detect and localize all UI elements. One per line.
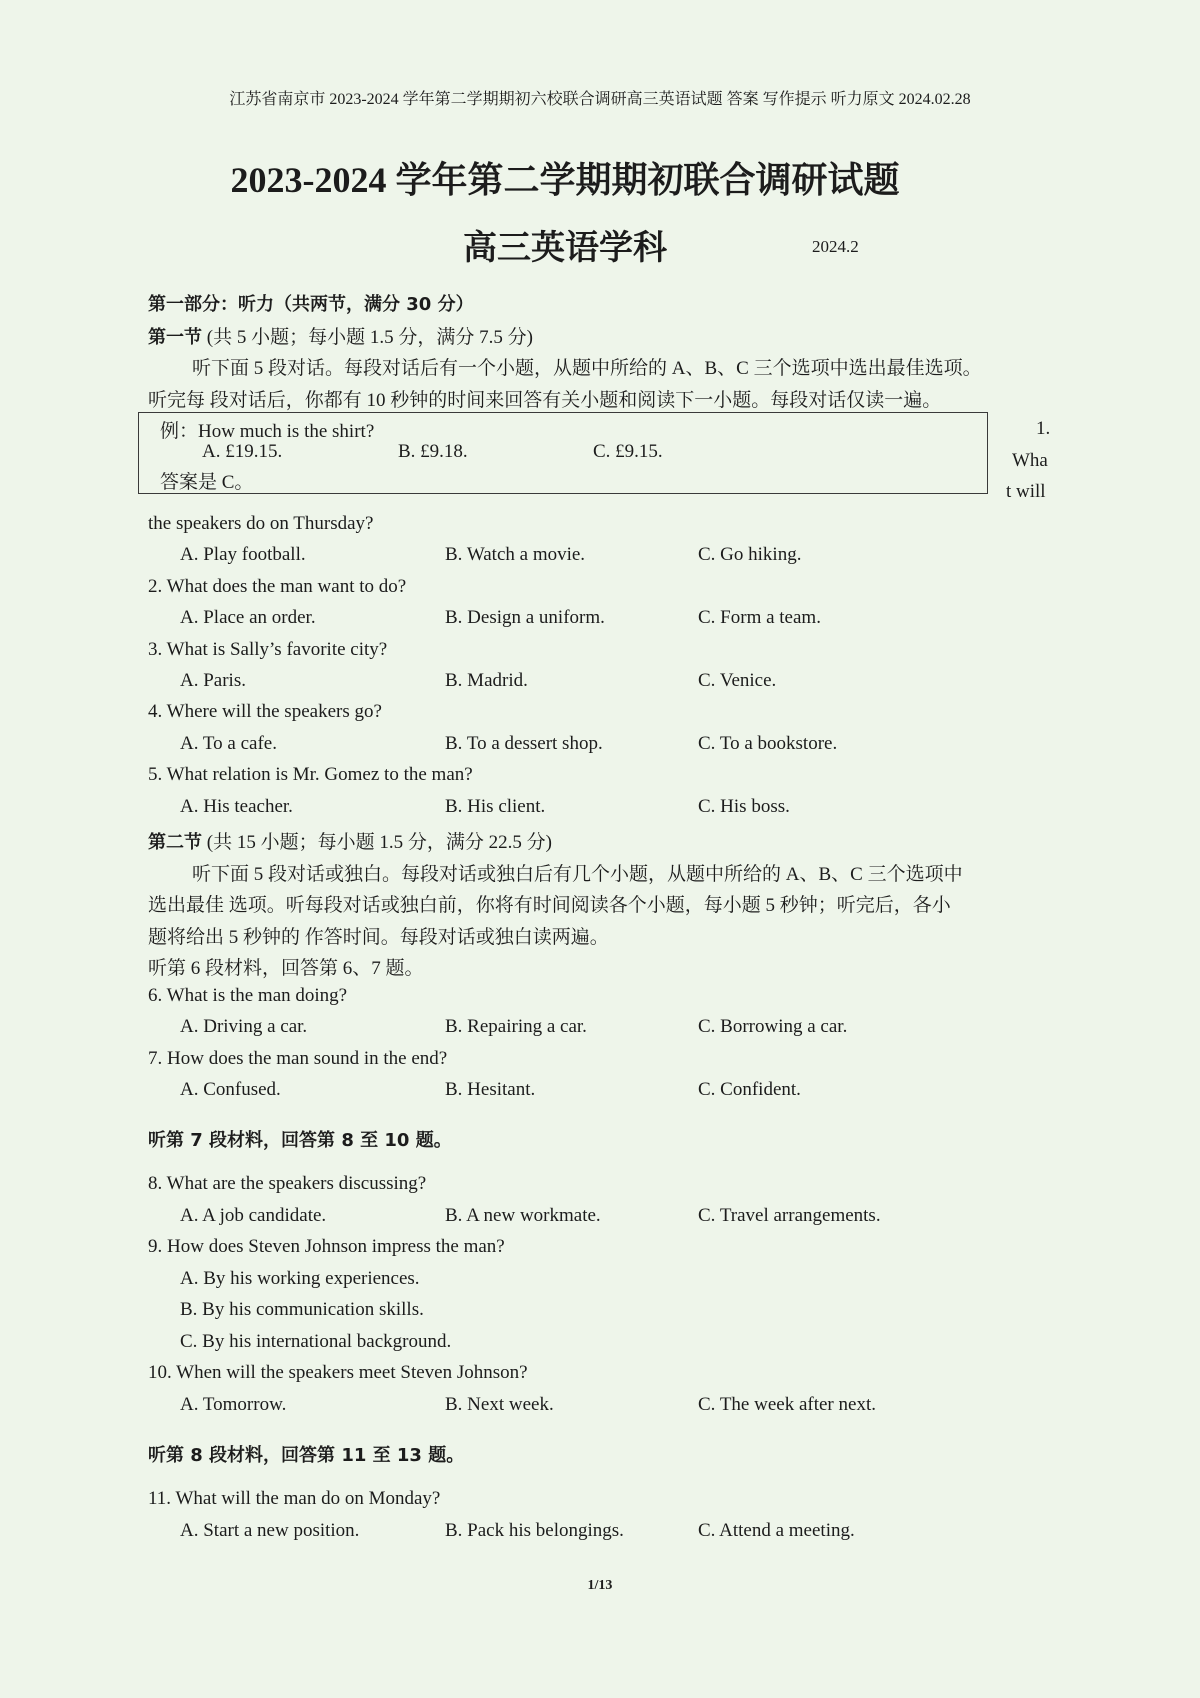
q2-option-c: C. Form a team. bbox=[698, 607, 821, 628]
q4-option-b: B. To a dessert shop. bbox=[445, 733, 603, 754]
q4-option-a: A. To a cafe. bbox=[180, 733, 277, 754]
q2-option-b: B. Design a uniform. bbox=[445, 607, 605, 628]
material6-heading: 听第 6 段材料，回答第 6、7 题。 bbox=[148, 958, 424, 979]
q7-question: 7. How does the man sound in the end? bbox=[148, 1048, 448, 1069]
q10-option-c: C. The week after next. bbox=[698, 1394, 876, 1415]
section1-heading-bold: 第一节 bbox=[148, 327, 202, 348]
section1-heading bbox=[148, 322, 533, 349]
q1-option-c: C. Go hiking. bbox=[698, 544, 802, 565]
q11-option-b: B. Pack his belongings. bbox=[445, 1520, 624, 1541]
q5-option-a: A. His teacher. bbox=[180, 796, 293, 817]
section1-instruction-line1: 听下面 5 段对话。每段对话后有一个小题，从题中所给的 A、B、C 三个选项中选出最佳选项。 bbox=[192, 358, 982, 379]
q9-question: 9. How does Steven Johnson impress the man? bbox=[148, 1236, 505, 1257]
q9-option-b: B. By his communication skills. bbox=[180, 1299, 424, 1320]
q10-question: 10. When will the speakers meet Steven Johnson? bbox=[148, 1362, 528, 1383]
q3-question: 3. What is Sally’s favorite city? bbox=[148, 639, 388, 660]
section2-instruction-line3: 题将给出 5 秒钟的 作答时间。每段对话或独白读两遍。 bbox=[148, 927, 609, 948]
q8-option-b: B. A new workmate. bbox=[445, 1205, 601, 1226]
q8-question: 8. What are the speakers discussing? bbox=[148, 1173, 427, 1194]
q10-option-b: B. Next week. bbox=[445, 1394, 554, 1415]
section2-instruction-line1: 听下面 5 段对话或独白。每段对话或独白后有几个小题，从题中所给的 A、B、C 三个选项中 bbox=[192, 864, 963, 885]
q5-option-c: C. His boss. bbox=[698, 796, 790, 817]
page-number: 1/13 bbox=[587, 1578, 613, 1593]
part1-heading: 第一部分：听力（共两节，满分 30 分） bbox=[148, 294, 474, 315]
q1-option-b: B. Watch a movie. bbox=[445, 544, 586, 565]
exam-date: 2024.2 bbox=[812, 237, 859, 256]
example-answer: 答案是 C。 bbox=[160, 472, 254, 493]
q8-option-c: C. Travel arrangements. bbox=[698, 1205, 881, 1226]
q3-option-c: C. Venice. bbox=[698, 670, 777, 691]
q9-option-c: C. By his international background. bbox=[180, 1331, 452, 1352]
q6-option-a: A. Driving a car. bbox=[180, 1016, 308, 1037]
q5-question: 5. What relation is Mr. Gomez to the man? bbox=[148, 764, 473, 785]
q7-option-b: B. Hesitant. bbox=[445, 1079, 536, 1100]
q11-question: 11. What will the man do on Monday? bbox=[148, 1488, 441, 1509]
example-option-c: C. £9.15. bbox=[593, 441, 663, 462]
page-subtitle: 高三英语学科 bbox=[463, 230, 667, 267]
q11-option-a: A. Start a new position. bbox=[180, 1520, 360, 1541]
q10-option-a: A. Tomorrow. bbox=[180, 1394, 287, 1415]
q8-option-a: A. A job candidate. bbox=[180, 1205, 327, 1226]
q2-question: 2. What does the man want to do? bbox=[148, 576, 407, 597]
q7-option-a: A. Confused. bbox=[180, 1079, 281, 1100]
q7-option-c: C. Confident. bbox=[698, 1079, 801, 1100]
material8-heading: 听第 8 段材料，回答第 11 至 13 题。 bbox=[148, 1445, 465, 1466]
q6-question: 6. What is the man doing? bbox=[148, 985, 348, 1006]
q1-fragment-4: the speakers do on Thursday? bbox=[148, 513, 374, 534]
q1-fragment-2: Wha bbox=[1012, 450, 1048, 471]
q1-fragment-1: 1. bbox=[1036, 418, 1051, 439]
section2-heading bbox=[148, 827, 552, 854]
section2-heading-bold: 第二节 bbox=[148, 832, 202, 853]
section1-instruction-line2: 听完每 段对话后，你都有 10 秒钟的时间来回答有关小题和阅读下一小题。每段对话仅读一遍。 bbox=[148, 390, 942, 411]
q6-option-c: C. Borrowing a car. bbox=[698, 1016, 848, 1037]
section2-instruction-line2: 选出最佳 选项。听每段对话或独白前，你将有时间阅读各个小题，每小题 5 秒钟；听完后，各小 bbox=[148, 895, 951, 916]
q9-option-a: A. By his working experiences. bbox=[180, 1268, 420, 1289]
page-title: 2023-2024 学年第二学期期初联合调研试题 bbox=[230, 160, 900, 200]
q1-fragment-3: t will bbox=[1006, 481, 1046, 502]
q11-option-c: C. Attend a meeting. bbox=[698, 1520, 855, 1541]
q3-option-b: B. Madrid. bbox=[445, 670, 528, 691]
q4-option-c: C. To a bookstore. bbox=[698, 733, 838, 754]
example-option-a: A. £19.15. bbox=[202, 441, 283, 462]
example-option-b: B. £9.18. bbox=[398, 441, 468, 462]
q6-option-b: B. Repairing a car. bbox=[445, 1016, 587, 1037]
q4-question: 4. Where will the speakers go? bbox=[148, 701, 382, 722]
page-header: 江苏省南京市 2023-2024 学年第二学期期初六校联合调研高三英语试题 答案 写作提示 听力原文 2024.02.28 bbox=[229, 91, 971, 108]
q3-option-a: A. Paris. bbox=[180, 670, 246, 691]
section1-heading-rest: (共 5 小题；每小题 1.5 分，满分 7.5 分) bbox=[202, 327, 533, 348]
material7-heading: 听第 7 段材料，回答第 8 至 10 题。 bbox=[148, 1130, 452, 1151]
q5-option-b: B. His client. bbox=[445, 796, 546, 817]
q2-option-a: A. Place an order. bbox=[180, 607, 316, 628]
q1-option-a: A. Play football. bbox=[180, 544, 306, 565]
example-question: 例：How much is the shirt? bbox=[160, 421, 375, 442]
section2-heading-rest: (共 15 小题；每小题 1.5 分，满分 22.5 分) bbox=[202, 832, 552, 853]
